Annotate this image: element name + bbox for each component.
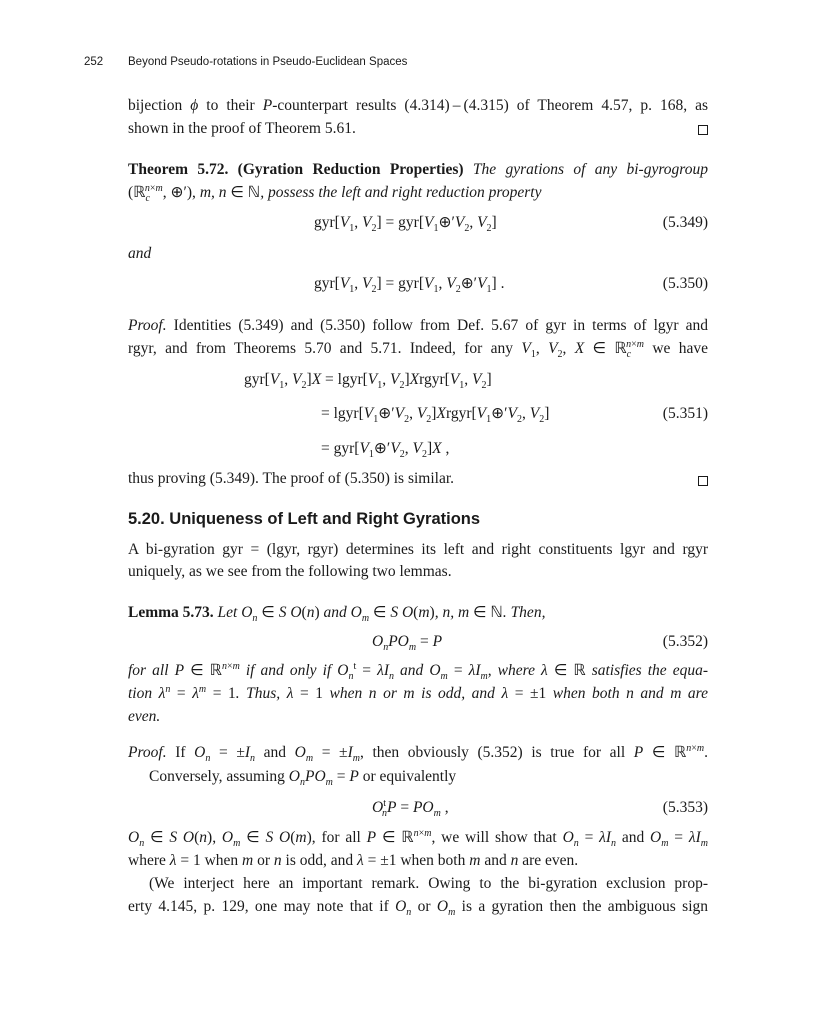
text-line: erty 4.145, p. 129, one may note that if $O_n$ or $O_m$ is a gyration then the ambiguous sign (128, 898, 709, 919)
lemma-line: Lemma 5.73. Let $O_n$ ∈ S O(n) and $O_m$ ∈ S O(m), n, m ∈ ℕ. Then, (128, 604, 546, 625)
theorem-name: (Gyration Reduction Properties) (237, 161, 464, 178)
text-line: thus proving (5.349). The proof of (5.350) is similar. (128, 470, 455, 487)
page-number: 252 (84, 56, 104, 68)
equation: $gyr[V_1$, $V_2] = gyr[V_1$, $V_2\oplus'V_1$] . (314, 275, 505, 296)
section-number: 5.20. (128, 510, 165, 528)
text-line: shown in the proof of Theorem 5.61. (128, 120, 356, 137)
text-line: where λ = 1 when m or n is odd, and λ = ±1 when both m and n are even. (128, 852, 579, 869)
equation: $gyr[V_1$, $V_2]X$ = $lgyr[V_1$, $V_2]Xrgyr[V_1$, $V_2$] (244, 371, 492, 392)
proof-line: Conversely, assuming $O_nPO_m = P$ or equivalently (149, 768, 457, 789)
proof-line: Proof. Identities (5.349) and (5.350) follow from Def. 5.67 of gyr in terms of lgyr and (128, 317, 708, 334)
text-line (128, 244, 151, 264)
equation: = $lgyr[V_1\oplus'V_2$, $V_2]Xrgyr[V_1\oplus'V_2$, $V_2$] (321, 405, 550, 426)
lemma-line: tion $\lambda^n = \lambda^m = 1$. Thus, λ = 1 when n or m is odd, and λ = ±1 when both n and m are (128, 683, 709, 702)
qed-box (698, 476, 708, 486)
theorem-line: Theorem 5.72. (Gyration Reduction Properties) The gyrations of any bi-gyrogroup (128, 161, 709, 178)
theorem-line: (ℝ$_c^{n\times m}$, ⊕′), m, n ∈ ℕ, possess the left and right reduction property (128, 182, 542, 205)
equation-number: (5.352) (662, 633, 708, 650)
text-line: uniquely, as we see from the following two lemmas. (128, 563, 452, 580)
qed-box (698, 125, 708, 135)
lemma-line: even. (128, 708, 161, 725)
theorem-label: Theorem 5.72. (128, 161, 229, 178)
equation: $O^t_nP = PO_m$ , (372, 797, 449, 820)
text-line: bijection ϕ to their P-counterpart results (4.314) – (4.315) of Theorem 4.57, p. 168, as (128, 97, 708, 114)
equation-number: (5.349) (662, 214, 708, 231)
lemma-line: for all P ∈ ℝ$^{n\times m}$ if and only if $O_n^t = \lambda I_n$ and $O_m = \lambda I_m$, where λ ∈ ℝ satisfies the equa- (128, 660, 709, 683)
text-line: A bi-gyration gyr = (lgyr, rgyr) determines its left and right constituents lgyr and rgyr (128, 541, 708, 558)
equation-number: (5.350) (662, 275, 708, 292)
running-title: Beyond Pseudo-rotations in Pseudo-Euclidean Spaces (128, 56, 408, 68)
running-header (84, 56, 407, 68)
equation: = $gyr[V_1\oplus'V_2$, $V_2]X$ , (321, 440, 450, 461)
equation-number: (5.353) (662, 799, 708, 816)
equation: $O_nPO_m = P$ (372, 633, 443, 654)
proof-line: Proof. If $O_n = \pm I_n$ and $O_m = \pm I_m$, then obviously (5.352) is true for all P ∈ ℝ$^{n\times m}$. (128, 742, 709, 765)
proof-label: Proof. (128, 744, 167, 761)
text-line: $O_n$ ∈ S O(n), $O_m$ ∈ S O(m), for all P ∈ ℝ$^{n\times m}$, we will show that $O_n = \lambda I_n$ and $O_m = \lambda I_m$ (128, 827, 708, 850)
section-heading (128, 510, 480, 529)
equation: $gyr[V_1$, $V_2$] = $gyr[V_1\oplus'V_2$, $V_2$] (314, 214, 497, 235)
text-line: (We interject here an important remark. Owing to the bi-gyration exclusion prop- (149, 875, 708, 892)
conjunction: and (128, 245, 152, 262)
equation-number: (5.351) (662, 405, 708, 422)
lemma-label: Lemma 5.73. (128, 604, 214, 621)
section-title: Uniqueness of Left and Right Gyrations (169, 510, 481, 528)
proof-line: rgyr, and from Theorems 5.70 and 5.71. Indeed, for any $V_1$, $V_2$, X ∈ ℝ$_c^{n\times m}$ we have (128, 338, 709, 361)
proof-label: Proof. (128, 317, 167, 334)
